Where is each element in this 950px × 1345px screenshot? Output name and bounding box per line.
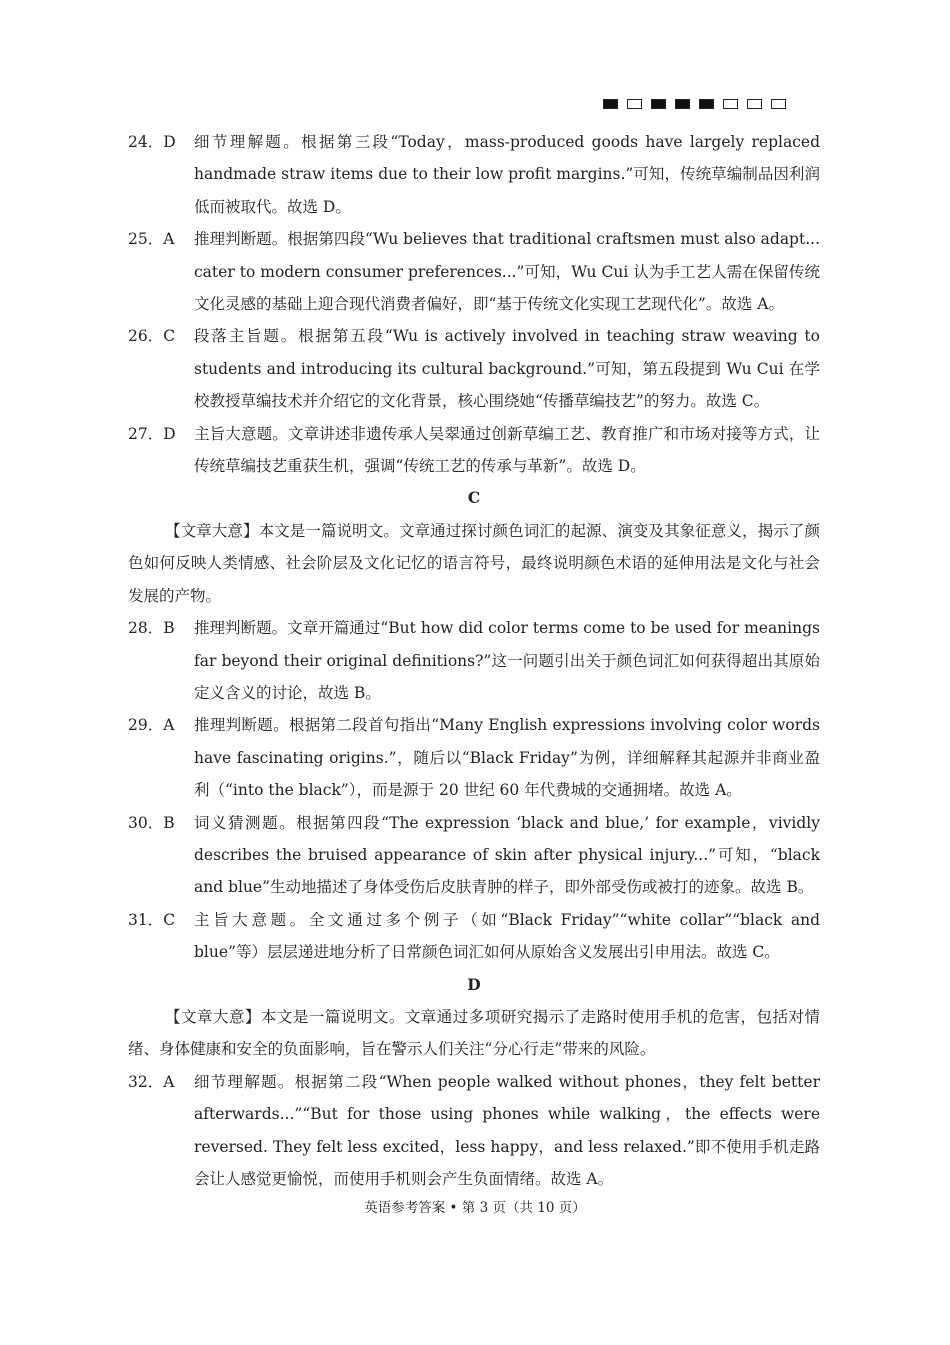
answer-item (128, 612, 820, 709)
answer-number: 26．C (128, 327, 176, 346)
answer-explanation: 推理判断题。根据第二段首句指出“Many English expressions involving color words have fascinating origins.”，随后以“Black Friday”为例，详细解释其起源并非商业盈利（“into the black”），而是源于 20 世纪 60 年代费城的交通拥堵。故选 A。 (194, 716, 820, 800)
answer-item (128, 418, 820, 483)
answer-explanation: 段落主旨题。根据第五段“Wu is actively involved in teaching straw weaving to students and introducing its cultural background.”可知，第五段提到 Wu Cui 在学校教授草编技术并介绍它的文化背景，核心围绕她“传播草编技艺”的努力。故选 C。 (194, 327, 820, 411)
answer-number: 24．D (128, 133, 176, 151)
answer-item (128, 709, 820, 806)
article-summary: 【文章大意】本文是一篇说明文。文章通过多项研究揭示了走路时使用手机的危害，包括对情绪、身体健康和安全的负面影响，旨在警示人们关注“分心行走”带来的风险。 (128, 1007, 820, 1059)
page-mark (771, 99, 786, 109)
answer-explanation: 推理判断题。文章开篇通过“But how did color terms come to be used for meanings far beyond their original definitions?”这一问题引出关于颜色词汇如何获得超出其原始定义含义的讨论，故选 B。 (194, 619, 820, 702)
page-mark (723, 99, 738, 109)
answer-item (128, 1066, 820, 1196)
answer-number: 31．C (128, 910, 176, 929)
answer-explanation: 词义猜测题。根据第四段“The expression ‘black and blue,’ for example，vividly describes the bruised appearance of skin after physical injury...”可知，“black and blue”生动地描述了身体受伤后皮肤青肿的样子，即外部受伤或被打的迹象。故选 B。 (194, 813, 820, 897)
page-mark (627, 99, 642, 109)
answer-explanation: 推理判断题。根据第四段“Wu believes that traditional craftsmen must also adapt... cater to modern consumer preferences...”可知，Wu Cui 认为手工艺人需在保留传统文化灵感的基础上迎合现代消费者偏好，即“基于传统文化实现工艺现代化”。故选 A。 (194, 230, 820, 314)
section-heading: C (467, 488, 481, 508)
answer-number: 30．B (128, 813, 175, 832)
page-mark (699, 99, 714, 109)
answer-explanation: 主旨大意题。文章讲述非遗传承人吴翠通过创新草编工艺、教育推广和市场对接等方式，让传统草编技艺重获生机，强调“传统工艺的传承与革新”。故选 D。 (194, 424, 820, 476)
answer-number: 28．B (128, 619, 175, 638)
page-mark (675, 99, 690, 109)
answer-item (128, 126, 820, 223)
page-footer: 英语参考答案 • 第 3 页（共 10 页） (364, 1200, 586, 1216)
page-mark (603, 99, 618, 109)
answer-number: 29．A (128, 716, 175, 735)
answer-number: 27．D (128, 424, 176, 443)
answer-explanation: 细节理解题。根据第三段“Today，mass-produced goods have largely replaced handmade straw items due to their low profit margins.”可知，传统草编制品因利润低而被取代。故选 D。 (194, 133, 820, 216)
article-summary: 【文章大意】本文是一篇说明文。文章通过探讨颜色词汇的起源、演变及其象征意义，揭示了颜色如何反映人类情感、社会阶层及文化记忆的语言符号，最终说明颜色术语的延伸用法是文化与社会发展的产物。 (128, 521, 820, 605)
page-mark (747, 99, 762, 109)
answer-explanation: 细节理解题。根据第二段“When people walked without phones，they felt better afterwards...”“But for those using phones while walking，the effects were reversed. They felt less excited，less happy，and less relaxed.”即不使用手机走路会让人感觉更愉悦，而使用手机则会产生负面情绪。故选 A。 (194, 1072, 820, 1188)
page-marks (603, 99, 786, 109)
answer-number: 32．A (128, 1072, 175, 1091)
answer-explanation: 主旨大意题。全文通过多个例子（如“Black Friday”“white collar”“black and blue”等）层层递进地分析了日常颜色词汇如何从原始含义发展出引申用法。故选 C。 (194, 910, 820, 962)
answer-number: 25．A (128, 230, 175, 249)
section-heading: D (467, 974, 481, 994)
page-mark (651, 99, 666, 109)
answer-content (128, 126, 820, 1195)
answer-item (128, 904, 820, 969)
answer-item (128, 223, 820, 320)
answer-item (128, 320, 820, 417)
answer-item (128, 807, 820, 904)
